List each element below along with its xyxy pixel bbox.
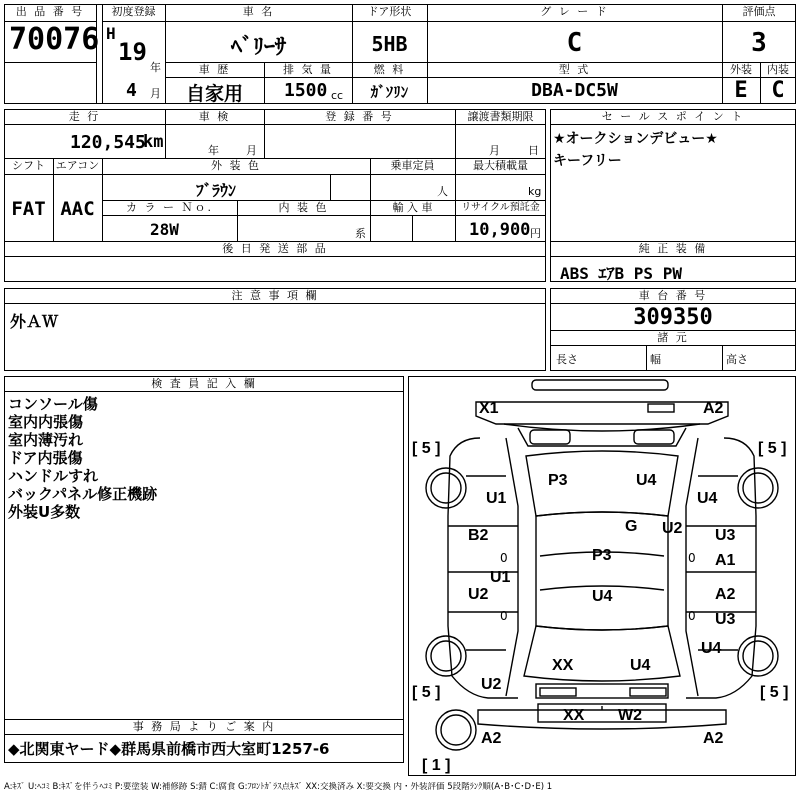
- chassis-label: 車 台 番 号: [638, 289, 708, 302]
- mileage: 120,545: [70, 132, 146, 153]
- sales-point-line2: キーフリー: [553, 153, 622, 169]
- damage-mark: 0: [688, 609, 696, 623]
- load-unit: kg: [528, 185, 542, 198]
- inspector-note: バックパネル修正機跡: [8, 485, 158, 503]
- damage-mark: U4: [592, 588, 613, 605]
- model: DBA-DC5W: [531, 80, 618, 101]
- damage-mark: W2: [618, 707, 642, 724]
- transfer-day-unit: 日: [528, 144, 539, 157]
- color-no: 28W: [150, 220, 179, 239]
- era: H: [106, 24, 116, 43]
- lot-label: 出 品 番 号: [15, 5, 85, 18]
- color-label: 外 装 色: [211, 159, 261, 172]
- damage-mark: U4: [636, 472, 657, 489]
- damage-mark: 0: [688, 551, 696, 565]
- displacement: 1500: [284, 80, 328, 101]
- tire-rear-right: [ 5 ]: [760, 684, 789, 701]
- damage-mark: U3: [715, 611, 736, 628]
- history-label: 車 歴: [198, 63, 231, 76]
- interior-score: C: [771, 78, 785, 103]
- inspector-note: ドア内張傷: [8, 449, 83, 467]
- inspection-year-unit: 年: [208, 144, 219, 157]
- width-label: 幅: [650, 353, 661, 366]
- damage-mark: A1: [715, 552, 736, 569]
- length-label: 長さ: [556, 353, 578, 366]
- damage-mark: U4: [630, 657, 651, 674]
- fuel: ｶﾞｿﾘﾝ: [370, 83, 409, 101]
- sales-point-line1: ★オークションデビュー★: [553, 131, 718, 147]
- interior-label: 内装: [767, 63, 789, 76]
- damage-mark: A2: [481, 730, 502, 747]
- capacity-label: 乗車定員: [390, 159, 435, 172]
- equipment: ABS ｴｱB PS PW: [560, 264, 682, 283]
- notes: 外ＡＷ: [10, 312, 59, 331]
- damage-mark: 0: [500, 551, 508, 565]
- inspector-note: 室内薄汚れ: [8, 431, 84, 449]
- import-label: 輸 入 車: [392, 201, 433, 214]
- car-name: ﾍﾞﾘｰｻ: [230, 35, 286, 60]
- recycle-fee: 10,900: [469, 220, 531, 240]
- inspector-note: 室内内張傷: [8, 413, 84, 431]
- reg-month: 4: [126, 80, 137, 101]
- int-color-suffix: 系: [355, 227, 366, 240]
- inspector-note: コンソール傷: [8, 395, 98, 413]
- damage-mark: A2: [703, 400, 724, 417]
- damage-mark: U1: [486, 490, 507, 507]
- damage-mark: A2: [715, 586, 736, 603]
- load-label: 最大積載量: [473, 159, 528, 172]
- fuel-label: 燃 料: [373, 63, 406, 76]
- grade-label: グ レ ー ド: [540, 5, 609, 18]
- car-name-label: 車 名: [242, 5, 275, 18]
- shift: FAT: [11, 198, 46, 220]
- damage-mark: U1: [490, 569, 511, 586]
- inspector-note: ハンドルすれ: [8, 467, 99, 485]
- damage-mark: U3: [715, 527, 736, 544]
- capacity-unit: 人: [437, 185, 448, 198]
- exterior-label: 外装: [730, 63, 752, 76]
- first-reg-label: 初度登録: [111, 5, 156, 18]
- damage-mark: XX: [563, 707, 585, 724]
- score: 3: [751, 28, 767, 58]
- office-info: ◆北関東ヤード◆群馬県前橋市西大室町1257-6: [8, 740, 330, 758]
- recycle-label: リサイクル預託金: [461, 202, 540, 213]
- lot-number: 70076: [9, 22, 100, 57]
- damage-mark: 0: [500, 609, 508, 623]
- tire-spare: [ 1 ]: [422, 757, 451, 774]
- door-type: 5HB: [371, 32, 408, 56]
- mileage-unit: km: [143, 132, 164, 152]
- reg-year: 19: [118, 38, 147, 66]
- equipment-label: 純 正 装 備: [638, 242, 708, 255]
- registration-label: 登 録 番 号: [325, 110, 394, 123]
- notes-label: 注 意 事 項 欄: [231, 289, 319, 302]
- inspection-month-unit: 月: [246, 144, 257, 157]
- damage-mark: XX: [552, 657, 574, 674]
- tire-front-left: [ 5 ]: [412, 440, 441, 457]
- damage-mark: U4: [697, 490, 718, 507]
- mileage-label: 走 行: [68, 110, 101, 123]
- damage-mark: U2: [481, 676, 502, 693]
- history: 自家用: [185, 83, 243, 105]
- exterior-score: E: [734, 78, 748, 103]
- damage-mark: A2: [703, 730, 724, 747]
- displacement-unit: cc: [331, 89, 344, 102]
- office-label: 事 務 局 よ り ご 案 内: [132, 720, 276, 733]
- car-diagram: [408, 376, 796, 776]
- ac: AAC: [60, 198, 95, 220]
- tire-rear-left: [ 5 ]: [412, 684, 441, 701]
- grade: C: [566, 28, 583, 58]
- sales-point-label: セ ー ル ス ポ イ ン ト: [601, 110, 745, 123]
- tire-front-right: [ 5 ]: [758, 440, 787, 457]
- int-color-label: 内 装 色: [278, 201, 329, 214]
- damage-mark: B2: [468, 527, 489, 544]
- inspector-note: 外装U多数: [8, 503, 81, 521]
- damage-mark: P3: [548, 472, 568, 489]
- damage-mark: G: [625, 518, 638, 535]
- damage-mark: U2: [662, 520, 683, 537]
- damage-mark: U4: [701, 640, 722, 657]
- inspection-label: 車 検: [198, 110, 231, 123]
- later-parts-label: 後 日 発 送 部 品: [222, 242, 328, 255]
- shift-label: シフト: [12, 159, 45, 172]
- door-label: ドア形状: [367, 5, 412, 18]
- model-label: 型 式: [558, 63, 591, 76]
- damage-mark: U2: [468, 586, 489, 603]
- score-label: 評価点: [742, 5, 776, 18]
- transfer-month-unit: 月: [489, 144, 500, 157]
- height-label: 高さ: [726, 353, 748, 366]
- ac-label: エアコン: [55, 159, 100, 172]
- damage-mark: P3: [592, 547, 612, 564]
- legend: A:ｷｽﾞ U:ﾍｺﾐ B:ｷｽﾞを伴うﾍｺﾐ P:要塗装 W:補修跡 S:錆 C:腐食 G:ﾌﾛﾝﾄｶﾞﾗｽ点ｷｽﾞ XX:交換済み X:要交換 内・外装評価 5段階ﾗﾝｸ順(A･B･C･D･E) 1: [4, 782, 553, 792]
- damage-mark: X1: [479, 400, 499, 417]
- inspector-label: 検 査 員 記 入 欄: [151, 377, 257, 390]
- color-no-label: カ ラ ー Ｎｏ.: [126, 201, 213, 214]
- month-unit: 月: [150, 87, 161, 100]
- color: ﾌﾞﾗｳﾝ: [195, 181, 236, 200]
- transfer-label: 譲渡書類期限: [467, 110, 534, 123]
- inspector-notes: [8, 395, 157, 521]
- chassis-number: 309350: [633, 305, 713, 330]
- year-unit: 年: [150, 61, 161, 74]
- dims-label: 諸 元: [657, 331, 689, 344]
- recycle-unit: 円: [530, 227, 541, 240]
- displacement-label: 排 気 量: [283, 63, 333, 76]
